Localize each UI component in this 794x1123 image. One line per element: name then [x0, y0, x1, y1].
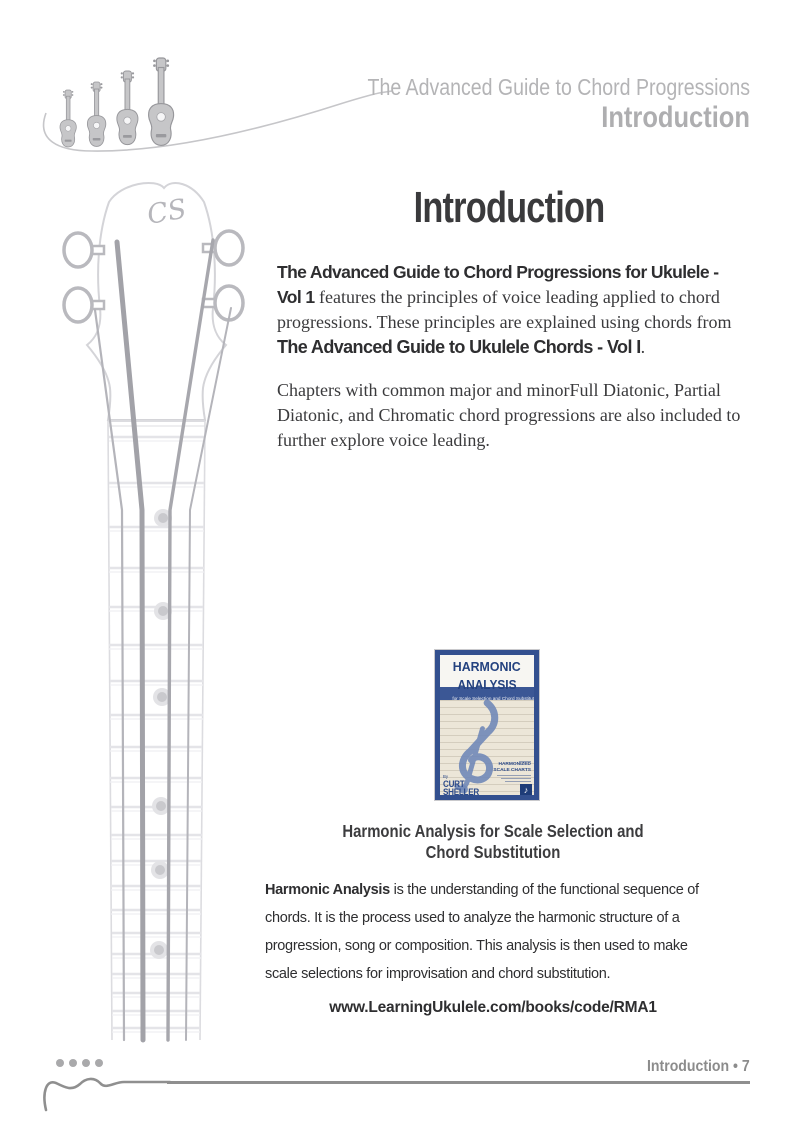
page-header: [300, 76, 750, 133]
header-chapter-title: Introduction: [601, 101, 750, 134]
figure-caption-line1: Harmonic Analysis for Scale Selection and: [342, 821, 644, 841]
figure-caption: [265, 821, 721, 863]
fretboard-illustration: [45, 178, 248, 1050]
chapters-paragraph: Chapters with common major and minorFull Diatonic, Partial Diatonic, and Chromatic chord progressions are also included to further explore voice leading.: [277, 380, 741, 450]
header-series-title: The Advanced Guide to Chord Progressions: [367, 74, 750, 100]
ukulele-family-icon: [60, 58, 174, 147]
footer-page-indicator: [647, 1058, 750, 1076]
headstock-logo: CS: [144, 193, 189, 231]
book-link[interactable]: www.LearningUkulele.com/books/code/RMA1: [329, 999, 657, 1016]
book-cover-title: HARMONIC ANALYSIS: [440, 655, 534, 687]
figure-block: [265, 649, 721, 1017]
main-content: [277, 183, 741, 471]
figure-caption-line2: Chord Substitution: [425, 842, 561, 862]
book-cover-art: [440, 700, 534, 795]
footer-guitar-swoosh: [44, 1079, 170, 1110]
book-cover-charts-note: HARMONIZED SCALE CHARTS: [484, 759, 531, 782]
footer-separator: •: [733, 1058, 739, 1075]
footer-graphic: [40, 1055, 180, 1117]
intro-paragraph-bold-ref: The Advanced Guide to Ukulele Chords - Vol I: [277, 337, 641, 357]
footer-page-number: 7: [742, 1058, 750, 1075]
harmonic-paragraph: [265, 876, 721, 988]
page-title: Introduction: [413, 183, 605, 232]
footer-chapter-label: Introduction: [647, 1058, 730, 1075]
book-cover-author: By CURT SHELLER: [443, 774, 479, 795]
book-cover-image: [434, 649, 540, 801]
intro-paragraph: [277, 260, 741, 360]
intro-paragraph-bold-lead: The Advanced Guide to Chord Progressions for Ukulele - Vol 1: [277, 262, 719, 307]
harmonic-paragraph-text: is the understanding of the functional sequence of chords. It is the process used to analyze the harmonic structure of a progression, song or composition. This analysis is then used to make scale selections for improvisation and chord substitution.: [265, 882, 699, 982]
intro-paragraph-tail: .: [640, 337, 646, 357]
publisher-logo-icon: ♪: [520, 784, 532, 795]
footer-dots-icon: [56, 1059, 103, 1067]
intro-paragraph-text: features the principles of voice leading applied to chord progressions. These principles are explained using chords from: [277, 287, 732, 332]
footer-rule: [167, 1081, 750, 1084]
harmonic-paragraph-bold-lead: Harmonic Analysis: [265, 882, 390, 898]
